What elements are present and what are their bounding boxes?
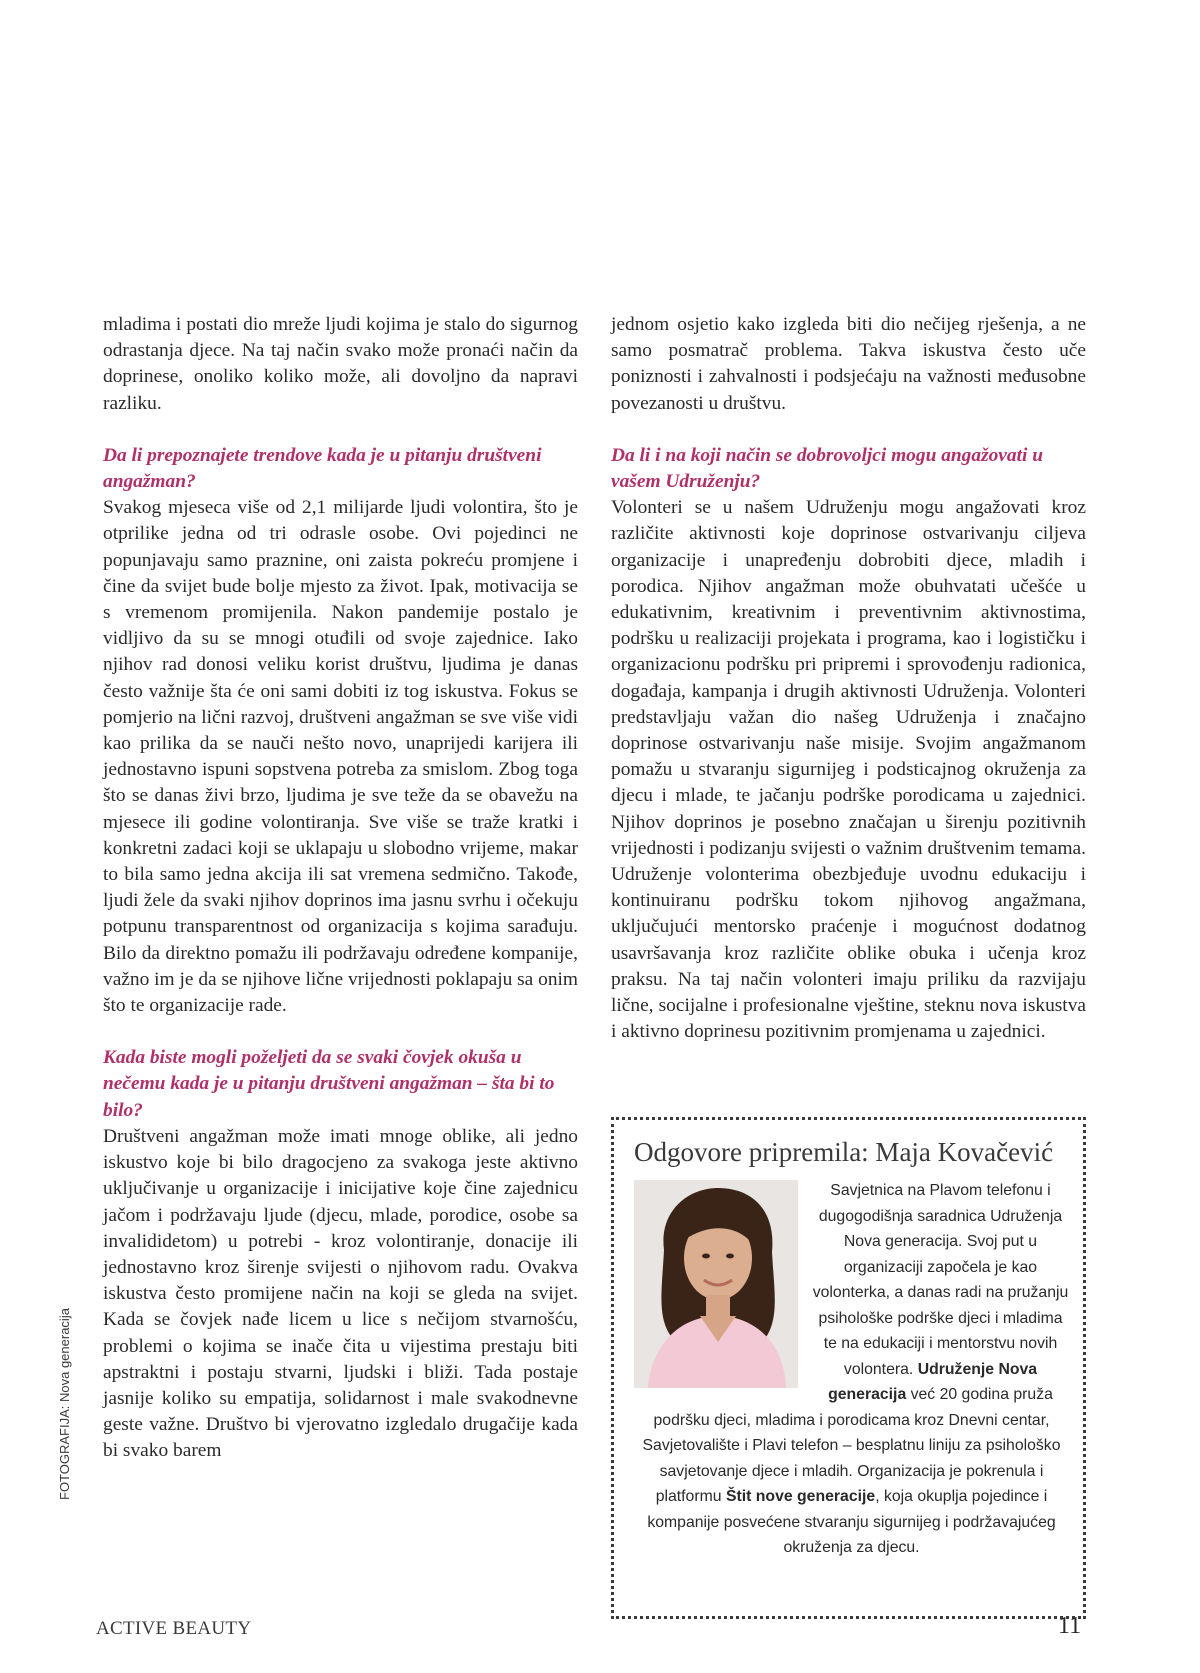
- author-info-box: [611, 1117, 1086, 1619]
- left-column: [103, 312, 578, 1465]
- interview-question: Kada biste mogli poželjeti da se svaki čovjek okuša u nečemu kada je u pitanju društveni angažman – šta bi to bilo?: [103, 1047, 555, 1121]
- paragraph: jednom osjetio kako izgleda biti dio nečijeg rješenja, a ne samo posmatrač problema. Takva iskustva često uče poniznosti i zahvalnosti i podsjećaju na važnosti međusobne povezanosti u društvu.: [611, 314, 1086, 414]
- bio-text: Savjetnica na Plavom telefonu i dugogodišnja saradnica Udruženja Nova generacija. Svoj put u organizaciji započela je kao volonterka, a danas radi na pružanju psihološke podrške djeci i mladima te na edukaciji i mentorstvu novih volontera.: [812, 1182, 1069, 1378]
- platform-name: Štit nove generacije: [725, 1488, 876, 1505]
- author-box-title: Odgovore pripremila: Maja Kovačević: [634, 1137, 1054, 1167]
- interview-question: Da li prepoznajete trendove kada je u pitanju društveni angažman?: [103, 444, 542, 493]
- interview-answer: Volonteri se u našem Udruženju mogu angažovati kroz različite aktivnosti koje doprinose ostvarivanju ciljeva organizacije i unapređenju dobrobiti djece, mladih i porodica. Njihov angažman može obuhvatati učešće u edukativnim, kreativnim i preventivnim aktivnostima, podršku u realizaciji projekata i programa, kao i logističku i organizacionu podršku pri pripremi i sprovođenju radionica, događaja, kampanja i drugih aktivnosti Udruženja. Volonteri predstavljaju važan dio našeg Udruženja i značajno doprinose ostvarivanju naše misije. Svojim angažmanom pomažu u stvaranju sigurnijeg i podsticajnog okruženja za djecu i mlade, te jačanju podrške porodicama u zajednici. Njihov doprinos je posebno značajan u širenju pozitivnih vrijednosti i podizanju svijesti o važnim društvenim temama. Udruženje volonterima obezbjeđuje uvodnu edukaciju i kontinuiranu podršku tokom njihovog angažmana, uključujući mentorsko praćenje i mogućnost dodatnog usavršavanja kroz različite oblike obuka i učenja kroz praksu. Na taj način volonteri imaju priliku da razvijaju lične, socijalne i profesionalne vještine, steknu nova iskustva i aktivno doprinesu pozitivnim promjenama u zajednici.: [611, 497, 1086, 1043]
- bio-text: već 20 godina pruža podršku djeci, mladima i porodicama kroz Dnevni centar, Savjetovalište i Plavi telefon – besplatnu liniju za psihološko savjetovanje djece i mladih. Organizacija je pokrenula i platformu: [642, 1386, 1061, 1505]
- organization-name: Udruženje Nova generacija: [828, 1360, 1038, 1403]
- paragraph: mladima i postati dio mreže ljudi kojima je stalo do sigurnog odrastanja djece. Na taj način svako može pronaći način da doprinese, onoliko koliko može, ali dovoljno da napravi razliku.: [103, 314, 578, 414]
- interview-question: Da li i na koji način se dobrovoljci mogu angažovati u vašem Udruženju?: [611, 444, 1044, 493]
- author-photo: [634, 1180, 798, 1388]
- interview-answer: Društveni angažman može imati mnoge oblike, ali jedno iskustvo koje bi bilo dragocjeno za svakoga jeste aktivno uključivanje u organizacije i inicijative koje čine zajednicu jačom i podržavaju ljude (djecu, mlade, porodice, osobe sa invalididetom) u potrebi - kroz volontiranje, donacije ili jednostavno kroz širenje svijesti o njihovom radu. Ovakva iskustva često promijene način na koji se gleda na svijet. Kada se čovjek nađe licem u lice s nečijom stvarnošću, problemi o kojima se inače čita u vijestima prestaju biti apstraktni i postaju stvarni, ljudski i bliži. Tada postaje jasnije koliko su empatija, solidarnost i male svakodnevne geste važne. Društvo bi vjerovatno izgledalo drugačije kada bi svako barem: [103, 1125, 578, 1462]
- interview-answer: Svakog mjeseca više od 2,1 milijarde ljudi volontira, što je otprilike jedna od tri odrasle osobe. Ovi pojedinci ne popunjavaju samo praznine, oni zaista pokreću promjene i čine da svijet bude bolje mjesto za život. Ipak, motivacija se s vremenom promijenila. Nakon pandemije postalo je vidljivo da su se mnogi otuđili od svoje zajednice. Iako njihov rad donosi veliku korist društvu, ljudima je danas često važnije šta će oni sami dobiti iz tog iskustva. Fokus se pomjerio na lični razvoj, društveni angažman se sve više vidi kao prilika da se nauči nešto novo, unaprijedi karijera ili jednostavno ispuni sopstvena potreba za smislom. Zbog toga što se danas živi brzo, ljudima je sve teže da se obavežu na mjesece ili godine volontiranja. Sve više se traže kratki i konkretni zadaci koji se uklapaju u slobodno vrijeme, makar to bila samo jedna akcija ili sat vremena sedmično. Takođe, ljudi žele da svaki njihov doprinos ima jasnu svrhu i očekuju potpunu transparentnost od organizacija s kojima sarađuju. Bilo da direktno pomažu ili podržavaju određene kompanije, važno im je da se njihove lične vrijednosti poklapaju sa onim što te organizacije rade.: [103, 497, 578, 1017]
- portrait-illustration: [634, 1180, 798, 1388]
- bio-text: , koja okuplja pojedince i kompanije posvećene stvaranju sigurnijeg i podržavajućeg okruženja za djecu.: [647, 1488, 1056, 1556]
- page-number: 11: [1058, 1613, 1082, 1639]
- magazine-name: ACTIVE BEAUTY: [96, 1618, 252, 1639]
- right-column: [611, 312, 1086, 1045]
- photo-credit: FOTOGRAFIJA: Nova generacija: [57, 1308, 72, 1500]
